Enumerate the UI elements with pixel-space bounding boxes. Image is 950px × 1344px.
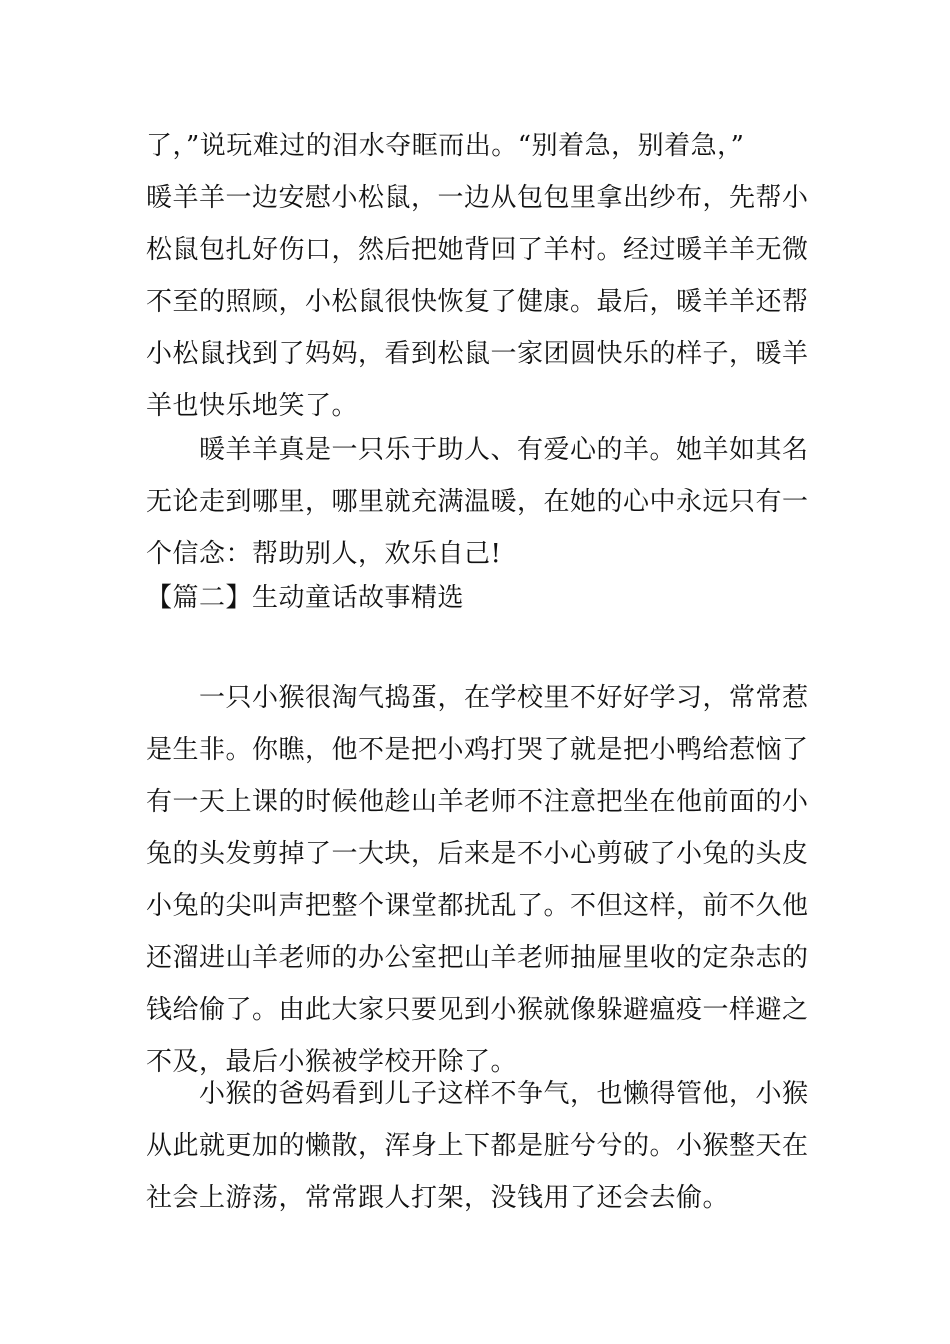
text-line: 暖羊羊一边安慰小松鼠，一边从包包里拿出纱布，先帮小 — [146, 183, 809, 213]
text-line: 不及，最后小猴被学校开除了。 — [146, 1047, 518, 1077]
text-line: 还溜进山羊老师的办公室把山羊老师抽屉里收的定杂志的 — [146, 943, 809, 973]
text-line: 钱给偷了。由此大家只要见到小猴就像躲避瘟疫一样避之 — [146, 995, 809, 1025]
text-line: 一只小猴很淘气捣蛋，在学校里不好好学习，常常惹 — [146, 683, 809, 713]
text-line: 有一天上课的时候他趁山羊老师不注意把坐在他前面的小 — [146, 787, 809, 817]
text-line: 小松鼠找到了妈妈，看到松鼠一家团圆快乐的样子，暖羊 — [146, 339, 809, 369]
text-line: 兔的头发剪掉了一大块，后来是不小心剪破了小兔的头皮 — [146, 839, 809, 869]
paragraph-story-two-continued — [146, 1068, 809, 1224]
text-line: 松鼠包扎好伤口，然后把她背回了羊村。经过暖羊羊无微 — [146, 235, 809, 265]
paragraph-story-two-intro — [146, 672, 809, 1088]
text-line: 不至的照顾，小松鼠很快恢复了健康。最后，暖羊羊还帮 — [146, 287, 809, 317]
text-line: 从此就更加的懒散，浑身上下都是脏兮兮的。小猴整天在 — [146, 1131, 809, 1161]
text-line: 无论走到哪里，哪里就充满温暖，在她的心中永远只有一 — [146, 487, 809, 517]
text-line: 是生非。你瞧，他不是把小鸡打哭了就是把小鸭给惹恼了 — [146, 735, 809, 765]
text-line: 了，”说玩难过的泪水夺眶而出。“别着急，别着急，” — [146, 131, 745, 161]
text-line: 羊也快乐地笑了。 — [146, 391, 359, 421]
text-line: 暖羊羊真是一只乐于助人、有爱心的羊。她羊如其名 — [146, 435, 809, 465]
text-line: 小猴的爸妈看到儿子这样不争气，也懒得管他，小猴 — [146, 1079, 809, 1109]
paragraph-story-one-ending — [146, 120, 809, 432]
paragraph-story-one-conclusion — [146, 424, 809, 580]
section-heading — [146, 572, 806, 624]
text-line: 个信念：帮助别人，欢乐自己! — [146, 539, 502, 569]
text-line: 小兔的尖叫声把整个课堂都扰乱了。不但这样，前不久他 — [146, 891, 809, 921]
text-line: 社会上游荡，常常跟人打架，没钱用了还会去偷。 — [146, 1183, 730, 1213]
section-heading-text: 【篇二】生动童话故事精选 — [146, 583, 465, 613]
